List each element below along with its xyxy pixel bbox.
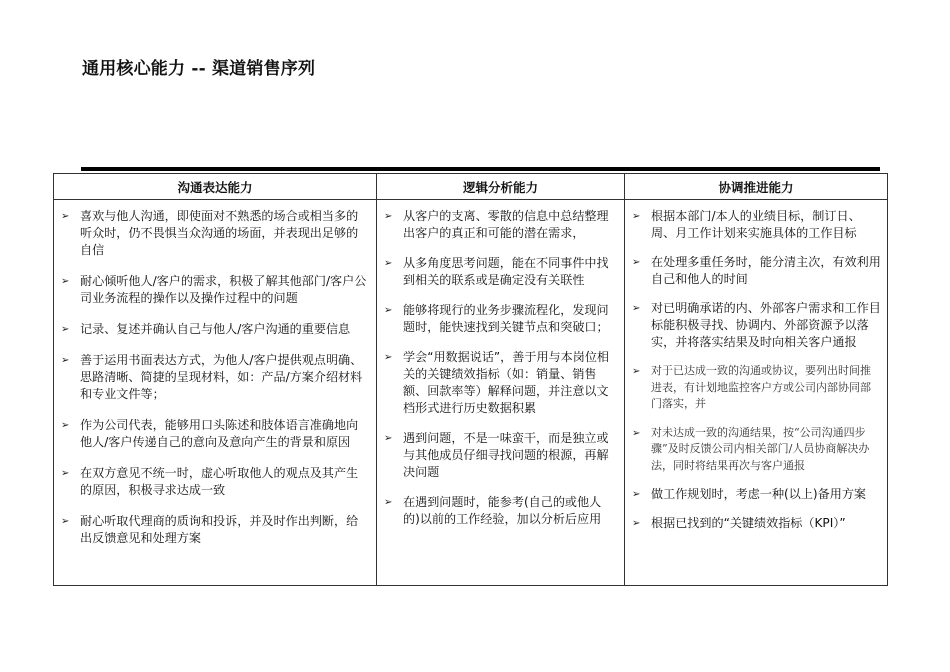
arrow-bullet-icon: ➢: [384, 211, 393, 222]
arrow-bullet-icon: ➢: [632, 257, 641, 268]
column-coordination: [625, 200, 887, 585]
list-item: ➢ 做工作规划时，考虑一种(以上)备用方案: [632, 487, 867, 501]
list-item: ➢ 能够将现行的业务步骤流程化，发现问题时，能快速找到关键节点和突破口；: [384, 303, 609, 334]
arrow-bullet-icon: ➢: [61, 355, 70, 366]
list-item: ➢ 善于运用书面表达方式，为他人/客户提供观点明确、思路清晰、简捷的呈现材料，如：产品/方案介绍材料和专业文件等；: [61, 353, 363, 401]
arrow-bullet-icon: ➢: [632, 427, 641, 439]
arrow-bullet-icon: ➢: [632, 366, 641, 377]
list-item: ➢ 对未达成一致的沟通结果，按“公司沟通四步骤”及时反馈公司内相关部门/人员协商解决办法，同时将结果再次与客户通报: [632, 425, 870, 472]
list-item: ➢ 从客户的支离、零散的信息中总结整理出客户的真正和可能的潜在需求，: [384, 209, 609, 240]
list-item: ➢ 从多角度思考问题，能在不同事件中找到相关的联系或是确定没有关联性: [384, 256, 609, 287]
list-item: ➢ 记录、复述并确认自己与他人/客户沟通的重要信息: [61, 322, 351, 336]
arrow-bullet-icon: ➢: [384, 258, 393, 269]
list-item: ➢ 喜欢与他人沟通，即使面对不熟悉的场合或相当多的听众时，仍不畏惧当众沟通的场面，并表现出足够的自信: [61, 209, 359, 257]
arrow-bullet-icon: ➢: [384, 352, 393, 363]
competency-table: [53, 173, 888, 586]
arrow-bullet-icon: ➢: [61, 516, 70, 527]
arrow-bullet-icon: ➢: [61, 468, 70, 479]
column-logical-analysis: [377, 200, 625, 585]
column-communication: [54, 200, 377, 585]
page-title: 通用核心能力 -- 渠道销售序列: [82, 59, 316, 79]
arrow-bullet-icon: ➢: [384, 433, 393, 444]
arrow-bullet-icon: ➢: [61, 324, 70, 335]
arrow-bullet-icon: ➢: [61, 276, 70, 287]
list-item: ➢ 在处理多重任务时，能分清主次，有效利用自己和他人的时间: [632, 255, 881, 286]
arrow-bullet-icon: ➢: [632, 489, 641, 500]
list-item: ➢ 在双方意见不统一时，虚心听取他人的观点及其产生的原因，积极寻求达成一致: [61, 466, 359, 497]
list-item: ➢ 作为公司代表，能够用口头陈述和肢体语言准确地向他人/客户传递自己的意向及意向产生的背景和原因: [61, 418, 359, 449]
list-item: ➢ 对于已达成一致的沟通或协议，要列出时间推进表，有计划地监控客户方或公司内部协同部门落实，并: [632, 364, 871, 410]
arrow-bullet-icon: ➢: [61, 211, 70, 222]
arrow-bullet-icon: ➢: [384, 305, 393, 316]
list-item: ➢ 在遇到问题时，能参考(自己的或他人的)以前的工作经验，加以分析后应用: [384, 495, 602, 526]
header-coordination: 协调推进能力: [625, 174, 887, 200]
arrow-bullet-icon: ➢: [384, 497, 393, 508]
list-item: ➢ 耐心听取代理商的质询和投诉，并及时作出判断，给出反馈意见和处理方案: [61, 514, 359, 545]
arrow-bullet-icon: ➢: [632, 211, 641, 222]
header-logical-analysis: 逻辑分析能力: [377, 174, 625, 200]
arrow-bullet-icon: ➢: [61, 420, 70, 431]
list-item: ➢ 根据本部门/本人的业绩目标，制订日、周、月工作计划来实施具体的工作目标: [632, 209, 861, 240]
header-communication: 沟通表达能力: [54, 174, 377, 200]
title-rule: [81, 167, 880, 171]
list-item: ➢ 学会“用数据说话”，善于用与本岗位相关的关键绩效指标（如：销量、销售额、回款率等）解释问题，并注意以文档形式进行历史数据积累: [384, 350, 610, 415]
arrow-bullet-icon: ➢: [632, 303, 641, 314]
list-item: ➢ 根据已找到的“关键绩效指标（KPI）”: [632, 516, 846, 530]
list-item: ➢ 耐心倾听他人/客户的需求，积极了解其他部门/客户公司业务流程的操作以及操作过程中的问题: [61, 274, 367, 305]
list-item: ➢ 遇到问题，不是一味蛮干，而是独立或与其他成员仔细寻找问题的根源，再解决问题: [384, 431, 609, 479]
arrow-bullet-icon: ➢: [632, 518, 641, 529]
list-item: ➢ 对已明确承诺的内、外部客户需求和工作目标能积极寻找、协调内、外部资源予以落实，并将落实结果及时向相关客户通报: [632, 301, 881, 349]
